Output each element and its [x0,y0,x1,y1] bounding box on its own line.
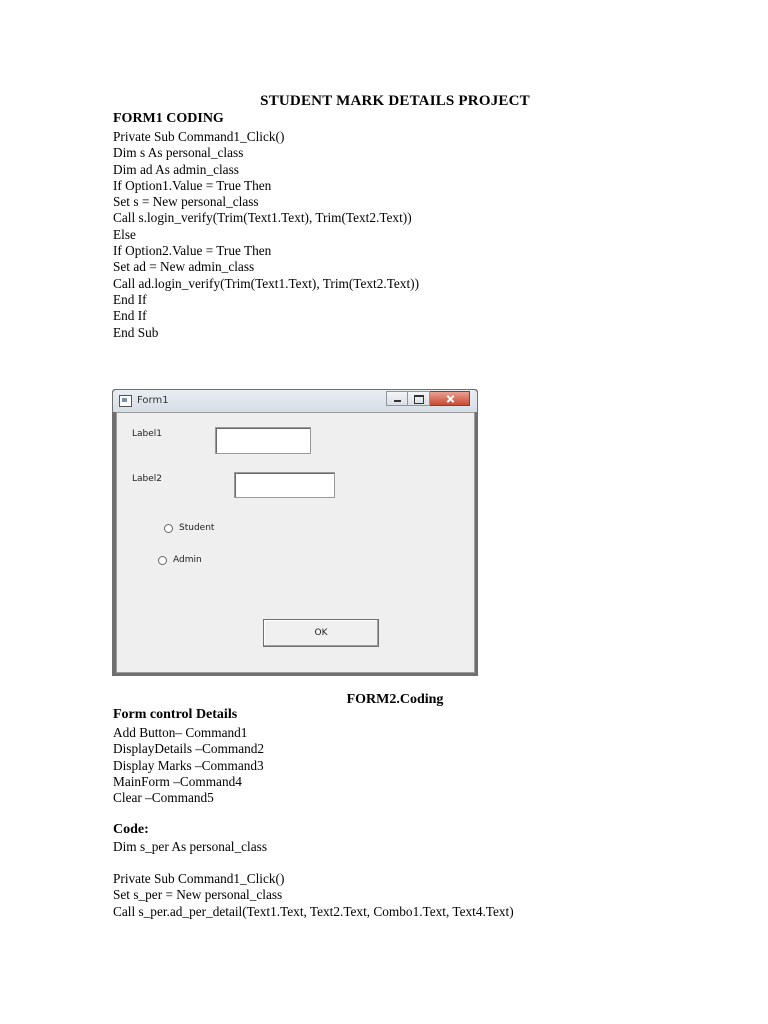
code-line: Private Sub Command1_Click() [113,129,285,144]
form-control-heading: Form control Details [113,707,238,722]
code-line: Call s_per.ad_per_detail(Text1.Text, Text2.Text, Combo1.Text, Text4.Text) [113,903,514,919]
window-controls [386,391,470,406]
radio-circle-icon[interactable] [164,524,173,533]
list-item: DisplayDetails –Command2 [113,741,265,757]
code-line: Call s.login_verify(Trim(Text1.Text), Trim(Text2.Text)) [113,210,412,226]
form1-heading: FORM1 CODING [113,111,224,126]
minimize-icon[interactable] [386,391,408,406]
form1-window-screenshot [112,389,478,676]
form-control-list [113,725,264,806]
code-line: Set s_per = New personal_class [113,887,283,903]
close-icon[interactable] [430,391,470,406]
radio-student[interactable] [164,523,214,533]
code-line: Set s = New personal_class [113,194,259,210]
window-title: Form1 [137,395,169,406]
text1-input[interactable] [215,427,311,454]
code-line: If Option1.Value = True Then [113,177,272,193]
radio-circle-icon[interactable] [158,556,167,565]
code-line: Dim s As personal_class [113,145,244,161]
list-item: MainForm –Command4 [113,773,242,789]
list-item: Add Button– Command1 [113,725,248,740]
ok-button[interactable]: OK [263,619,379,647]
label1: Label1 [132,429,163,439]
form2-heading: FORM2.Coding [346,692,444,707]
maximize-icon[interactable] [408,391,430,406]
radio-admin[interactable] [158,555,202,565]
code-decl-block [113,839,267,855]
window-titlebar [113,390,477,412]
code-line: End Sub [113,324,159,340]
list-item: Display Marks –Command3 [113,757,264,773]
text2-input[interactable] [234,472,335,498]
code-line: End If [113,308,147,324]
radio-student-label: Student [179,523,215,533]
code-line: Else [113,226,136,242]
form2-code-block [113,871,514,920]
code-heading: Code: [113,822,149,837]
code-line: Call ad.login_verify(Trim(Text1.Text), Trim(Text2.Text)) [113,275,420,291]
form-client-area [116,412,475,673]
code-line: End If [113,291,147,307]
code-line: Dim ad As admin_class [113,161,239,177]
code-line: Dim s_per As personal_class [113,839,267,854]
code-line: Private Sub Command1_Click() [113,871,285,886]
code-line: If Option2.Value = True Then [113,243,272,259]
document-title: STUDENT MARK DETAILS PROJECT [260,93,530,109]
radio-admin-label: Admin [173,555,202,565]
code-line: Set ad = New admin_class [113,259,255,275]
label2: Label2 [132,474,163,484]
form1-code-block [113,129,419,341]
form-window-icon [119,395,132,407]
list-item: Clear –Command5 [113,790,214,806]
